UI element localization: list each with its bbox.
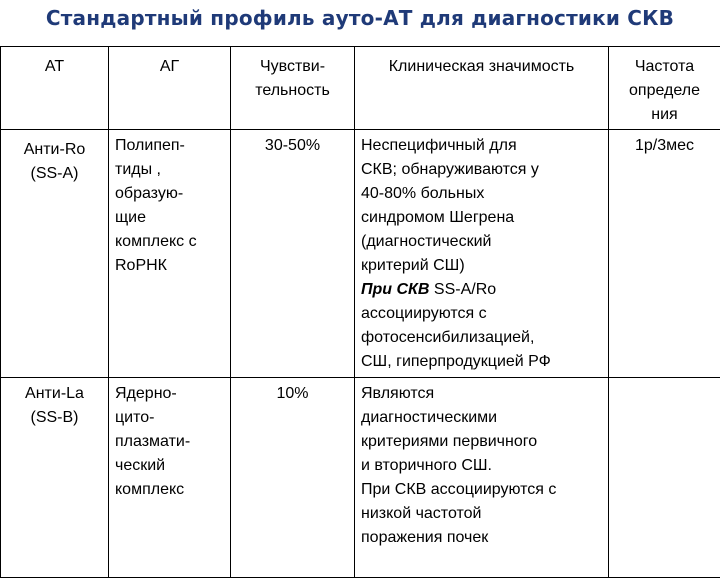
cell-at: Анти-La (SS-B) [1, 378, 109, 578]
header-frequency: Частота определе ния [609, 47, 720, 130]
cell-sensitivity: 10% [231, 378, 355, 578]
header-sensitivity: Чувстви- тельность [231, 47, 355, 130]
header-ag: АГ [109, 47, 231, 130]
table-header-row [1, 47, 720, 130]
cell-clinical-significance: Неспецифичный для СКВ; обнаруживаются у 40-80% больных синдромом Шегрена (диагностический критерий СШ) При СКВ SS-A/Ro ассоциируются с фотосенсибилизацией, СШ, гиперпродукцией РФ [355, 130, 609, 378]
header-clinical-significance: Клиническая значимость [355, 47, 609, 130]
emphasis-text: При СКВ [361, 281, 429, 298]
table-row [1, 130, 720, 378]
cell-frequency: 1р/3мес [609, 130, 720, 378]
cell-ag: Полипеп- тиды , образую- щие комплекс с RoРНК [109, 130, 231, 378]
cell-ag: Ядерно- цито- плазмати- ческий комплекс [109, 378, 231, 578]
cell-frequency [609, 378, 720, 578]
table-row [1, 378, 720, 578]
antibody-table [0, 46, 720, 578]
slide-title: Стандартный профиль ауто-АТ для диагностики СКВ [0, 6, 720, 30]
cell-at: Анти-Ro (SS-A) [1, 130, 109, 378]
header-at: АТ [1, 47, 109, 130]
cell-sensitivity: 30-50% [231, 130, 355, 378]
cell-clinical-significance: Являются диагностическими критериями первичного и вторичного СШ. При СКВ ассоциируются с низкой частотой поражения почек [355, 378, 609, 578]
